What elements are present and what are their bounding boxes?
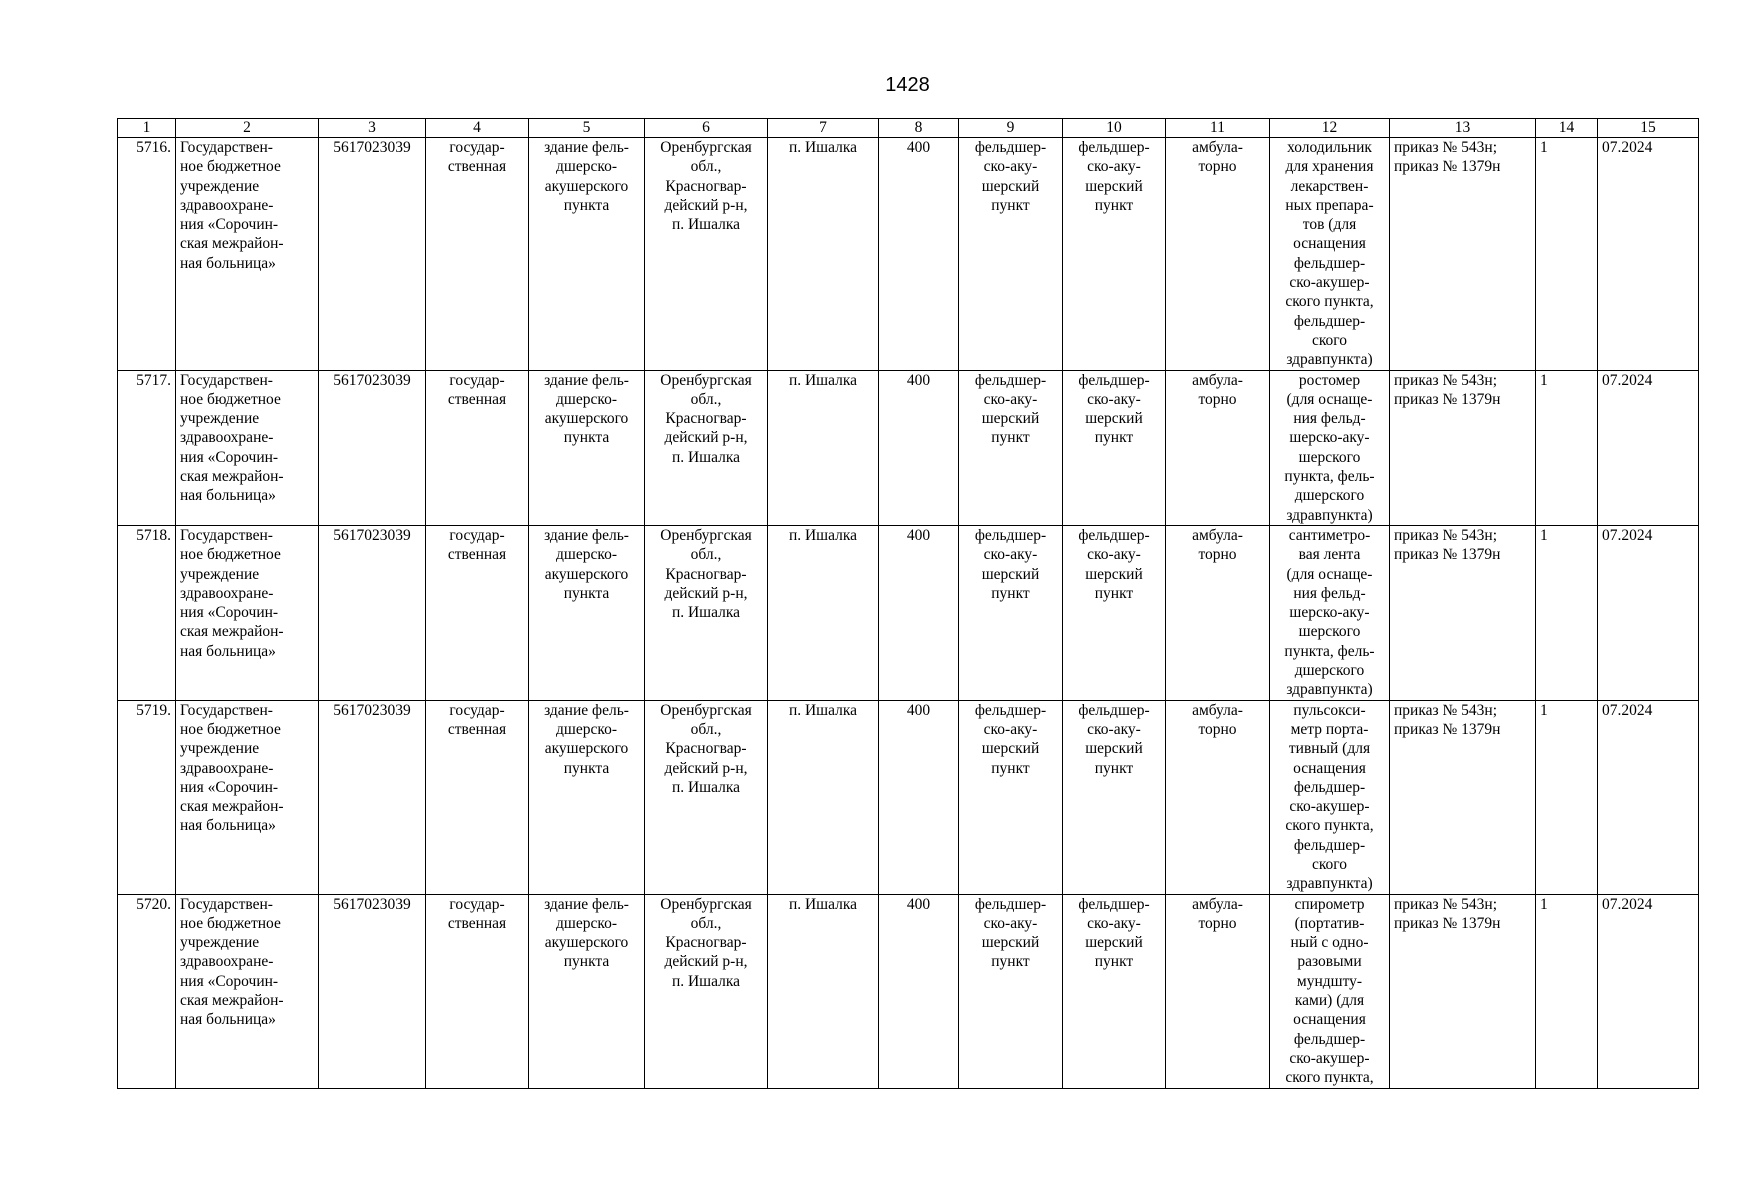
order-cell: приказ № 543н; приказ № 1379н (1390, 894, 1536, 1088)
inn-cell: 5617023039 (319, 700, 426, 894)
ownership-cell: государ- ственная (426, 525, 529, 700)
inn-cell: 5617023039 (319, 525, 426, 700)
organization-cell: Государствен- ное бюджетное учреждение здравоохране- ния «Сорочин- ская межрайон- ная больница» (176, 700, 319, 894)
unit-name-cell: фельдшер- ско-аку- шерский пункт (1063, 700, 1166, 894)
column-number-row (118, 119, 1699, 138)
column-number: 2 (176, 119, 319, 138)
order-cell: приказ № 543н; приказ № 1379н (1390, 138, 1536, 371)
inn-cell: 5617023039 (319, 894, 426, 1088)
column-number: 3 (319, 119, 426, 138)
count-cell: 1 (1536, 700, 1598, 894)
equipment-cell: спирометр (портатив- ный с одно- разовыми мундшту- ками) (для оснащения фельдшер- ско-акушер- ского пункта, (1270, 894, 1390, 1088)
column-number: 7 (768, 119, 879, 138)
care-type-cell: амбула- торно (1166, 370, 1270, 525)
column-number: 13 (1390, 119, 1536, 138)
row-number: 5717. (118, 370, 176, 525)
building-cell: здание фель- дшерско- акушерского пункта (529, 894, 645, 1088)
count-cell: 1 (1536, 525, 1598, 700)
building-cell: здание фель- дшерско- акушерского пункта (529, 525, 645, 700)
settlement-cell: п. Ишалка (768, 894, 879, 1088)
address-cell: Оренбургская обл., Красногвар- дейский р-н, п. Ишалка (645, 700, 768, 894)
row-number: 5718. (118, 525, 176, 700)
date-cell: 07.2024 (1598, 370, 1699, 525)
address-cell: Оренбургская обл., Красногвар- дейский р-н, п. Ишалка (645, 525, 768, 700)
row-number: 5720. (118, 894, 176, 1088)
column-number: 11 (1166, 119, 1270, 138)
address-cell: Оренбургская обл., Красногвар- дейский р-н, п. Ишалка (645, 138, 768, 371)
address-cell: Оренбургская обл., Красногвар- дейский р-н, п. Ишалка (645, 894, 768, 1088)
quantity-cell: 400 (879, 138, 959, 371)
unit-type-cell: фельдшер- ско-аку- шерский пункт (959, 894, 1063, 1088)
building-cell: здание фель- дшерско- акушерского пункта (529, 700, 645, 894)
unit-name-cell: фельдшер- ско-аку- шерский пункт (1063, 525, 1166, 700)
quantity-cell: 400 (879, 894, 959, 1088)
table-row (118, 894, 1699, 1088)
table-row (118, 525, 1699, 700)
unit-type-cell: фельдшер- ско-аку- шерский пункт (959, 700, 1063, 894)
quantity-cell: 400 (879, 370, 959, 525)
equipment-cell: ростомер (для оснаще- ния фельд- шерско-аку- шерского пункта, фель- дшерского здравпункта) (1270, 370, 1390, 525)
column-number: 9 (959, 119, 1063, 138)
unit-type-cell: фельдшер- ско-аку- шерский пункт (959, 370, 1063, 525)
care-type-cell: амбула- торно (1166, 700, 1270, 894)
date-cell: 07.2024 (1598, 700, 1699, 894)
column-number: 14 (1536, 119, 1598, 138)
table-row (118, 700, 1699, 894)
building-cell: здание фель- дшерско- акушерского пункта (529, 138, 645, 371)
count-cell: 1 (1536, 370, 1598, 525)
care-type-cell: амбула- торно (1166, 525, 1270, 700)
equipment-cell: холодильник для хранения лекарствен- ных препара- тов (для оснащения фельдшер- ско-акушер- ского пункта, фельдшер- ского здравпункта) (1270, 138, 1390, 371)
care-type-cell: амбула- торно (1166, 894, 1270, 1088)
date-cell: 07.2024 (1598, 894, 1699, 1088)
column-number: 8 (879, 119, 959, 138)
building-cell: здание фель- дшерско- акушерского пункта (529, 370, 645, 525)
ownership-cell: государ- ственная (426, 138, 529, 371)
table-row (118, 370, 1699, 525)
unit-name-cell: фельдшер- ско-аку- шерский пункт (1063, 370, 1166, 525)
care-type-cell: амбула- торно (1166, 138, 1270, 371)
organization-cell: Государствен- ное бюджетное учреждение здравоохране- ния «Сорочин- ская межрайон- ная больница» (176, 138, 319, 371)
registry-table (117, 118, 1699, 1089)
organization-cell: Государствен- ное бюджетное учреждение здравоохране- ния «Сорочин- ская межрайон- ная больница» (176, 525, 319, 700)
settlement-cell: п. Ишалка (768, 700, 879, 894)
column-number: 5 (529, 119, 645, 138)
unit-name-cell: фельдшер- ско-аку- шерский пункт (1063, 894, 1166, 1088)
page-number: 1428 (885, 74, 930, 96)
organization-cell: Государствен- ное бюджетное учреждение здравоохране- ния «Сорочин- ская межрайон- ная больница» (176, 370, 319, 525)
equipment-cell: пульсокси- метр порта- тивный (для оснащения фельдшер- ско-акушер- ского пункта, фельдшер- ского здравпункта) (1270, 700, 1390, 894)
date-cell: 07.2024 (1598, 138, 1699, 371)
organization-cell: Государствен- ное бюджетное учреждение здравоохране- ния «Сорочин- ская межрайон- ная больница» (176, 894, 319, 1088)
order-cell: приказ № 543н; приказ № 1379н (1390, 525, 1536, 700)
settlement-cell: п. Ишалка (768, 138, 879, 371)
row-number: 5719. (118, 700, 176, 894)
count-cell: 1 (1536, 894, 1598, 1088)
inn-cell: 5617023039 (319, 370, 426, 525)
column-number: 15 (1598, 119, 1699, 138)
count-cell: 1 (1536, 138, 1598, 371)
row-number: 5716. (118, 138, 176, 371)
ownership-cell: государ- ственная (426, 700, 529, 894)
settlement-cell: п. Ишалка (768, 525, 879, 700)
equipment-cell: сантиметро- вая лента (для оснаще- ния фельд- шерско-аку- шерского пункта, фель- дшерского здравпункта) (1270, 525, 1390, 700)
inn-cell: 5617023039 (319, 138, 426, 371)
settlement-cell: п. Ишалка (768, 370, 879, 525)
ownership-cell: государ- ственная (426, 894, 529, 1088)
unit-type-cell: фельдшер- ско-аку- шерский пункт (959, 138, 1063, 371)
column-number: 12 (1270, 119, 1390, 138)
quantity-cell: 400 (879, 525, 959, 700)
unit-name-cell: фельдшер- ско-аку- шерский пункт (1063, 138, 1166, 371)
order-cell: приказ № 543н; приказ № 1379н (1390, 700, 1536, 894)
column-number: 10 (1063, 119, 1166, 138)
address-cell: Оренбургская обл., Красногвар- дейский р-н, п. Ишалка (645, 370, 768, 525)
column-number: 4 (426, 119, 529, 138)
quantity-cell: 400 (879, 700, 959, 894)
date-cell: 07.2024 (1598, 525, 1699, 700)
order-cell: приказ № 543н; приказ № 1379н (1390, 370, 1536, 525)
column-number: 6 (645, 119, 768, 138)
column-number: 1 (118, 119, 176, 138)
unit-type-cell: фельдшер- ско-аку- шерский пункт (959, 525, 1063, 700)
ownership-cell: государ- ственная (426, 370, 529, 525)
table-row (118, 138, 1699, 371)
